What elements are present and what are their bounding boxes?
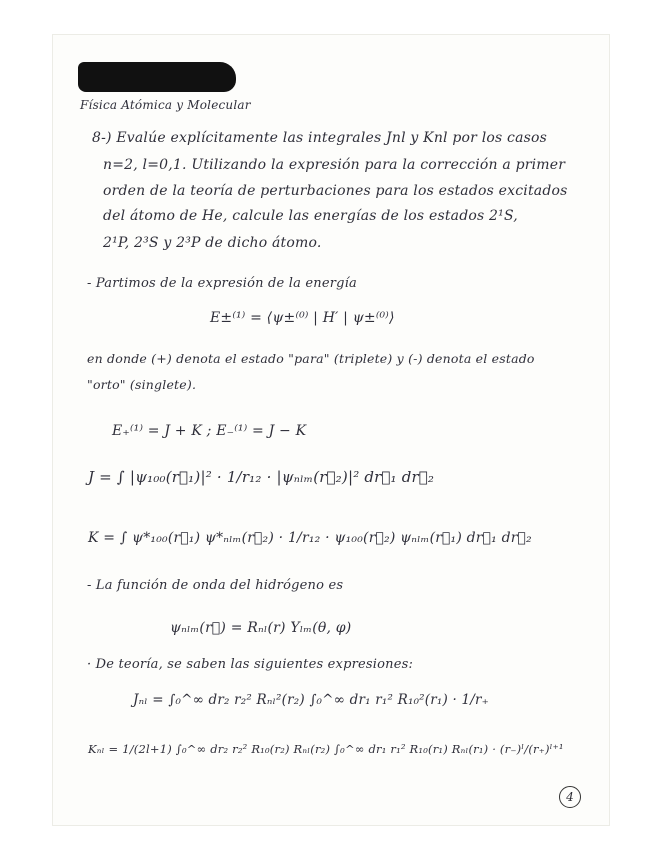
K-equation: K = ∫ ψ*₁₀₀(r⃗₁) ψ*ₙₗₘ(r⃗₂) · 1/r₁₂ · ψ₁₀₀(r⃗₂) ψₙₗₘ(r⃗₁) dr⃗₁ dr⃗₂ — [88, 530, 532, 546]
where-text: en donde (+) denota el estado "para" (triplete) y (-) denota el estado — [87, 351, 535, 366]
where-text: "orto" (singlete). — [87, 377, 197, 392]
intro-text: - Partimos de la expresión de la energía — [87, 276, 357, 291]
problem-line: orden de la teoría de perturbaciones para los estados excitados — [103, 183, 568, 199]
energy-equation: E±⁽¹⁾ = ⟨ψ±⁽⁰⁾ | H′ | ψ±⁽⁰⁾⟩ — [210, 310, 395, 326]
energy-pm-equation: E₊⁽¹⁾ = J + K ; E₋⁽¹⁾ = J − K — [112, 423, 307, 439]
J-equation: J = ∫ |ψ₁₀₀(r⃗₁)|² · 1/r₁₂ · |ψₙₗₘ(r⃗₂)|² dr⃗₁ dr⃗₂ — [88, 468, 435, 486]
wave-equation: ψₙₗₘ(r⃗) = Rₙₗ(r) Yₗₘ(θ, φ) — [170, 620, 352, 636]
Jnl-equation: Jₙₗ = ∫₀^∞ dr₂ r₂² Rₙₗ²(r₂) ∫₀^∞ dr₁ r₁² R₁₀²(r₁) · 1/r₊ — [133, 692, 489, 708]
problem-line: 8-) Evalúe explícitamente las integrales Jnl y Knl por los casos — [92, 130, 548, 146]
page-number: 4 — [559, 786, 581, 808]
problem-line: 2¹P, 2³S y 2³P de dicho átomo. — [103, 235, 322, 251]
course-title: Física Atómica y Molecular — [80, 98, 251, 112]
theory-intro: · De teoría, se saben las siguientes expresiones: — [87, 657, 414, 672]
Knl-equation: Kₙₗ = 1/(2l+1) ∫₀^∞ dr₂ r₂² R₁₀(r₂) Rₙₗ(r₂) ∫₀^∞ dr₁ r₁² R₁₀(r₁) Rₙₗ(r₁) · (r₋)ˡ/(r₊)ˡ⁺¹ — [88, 742, 564, 756]
redacted-name — [78, 62, 236, 92]
problem-line: n=2, l=0,1. Utilizando la expresión para la corrección a primer — [103, 157, 566, 173]
wave-intro: - La función de onda del hidrógeno es — [87, 578, 344, 593]
problem-line: del átomo de He, calcule las energías de los estados 2¹S, — [103, 208, 518, 224]
